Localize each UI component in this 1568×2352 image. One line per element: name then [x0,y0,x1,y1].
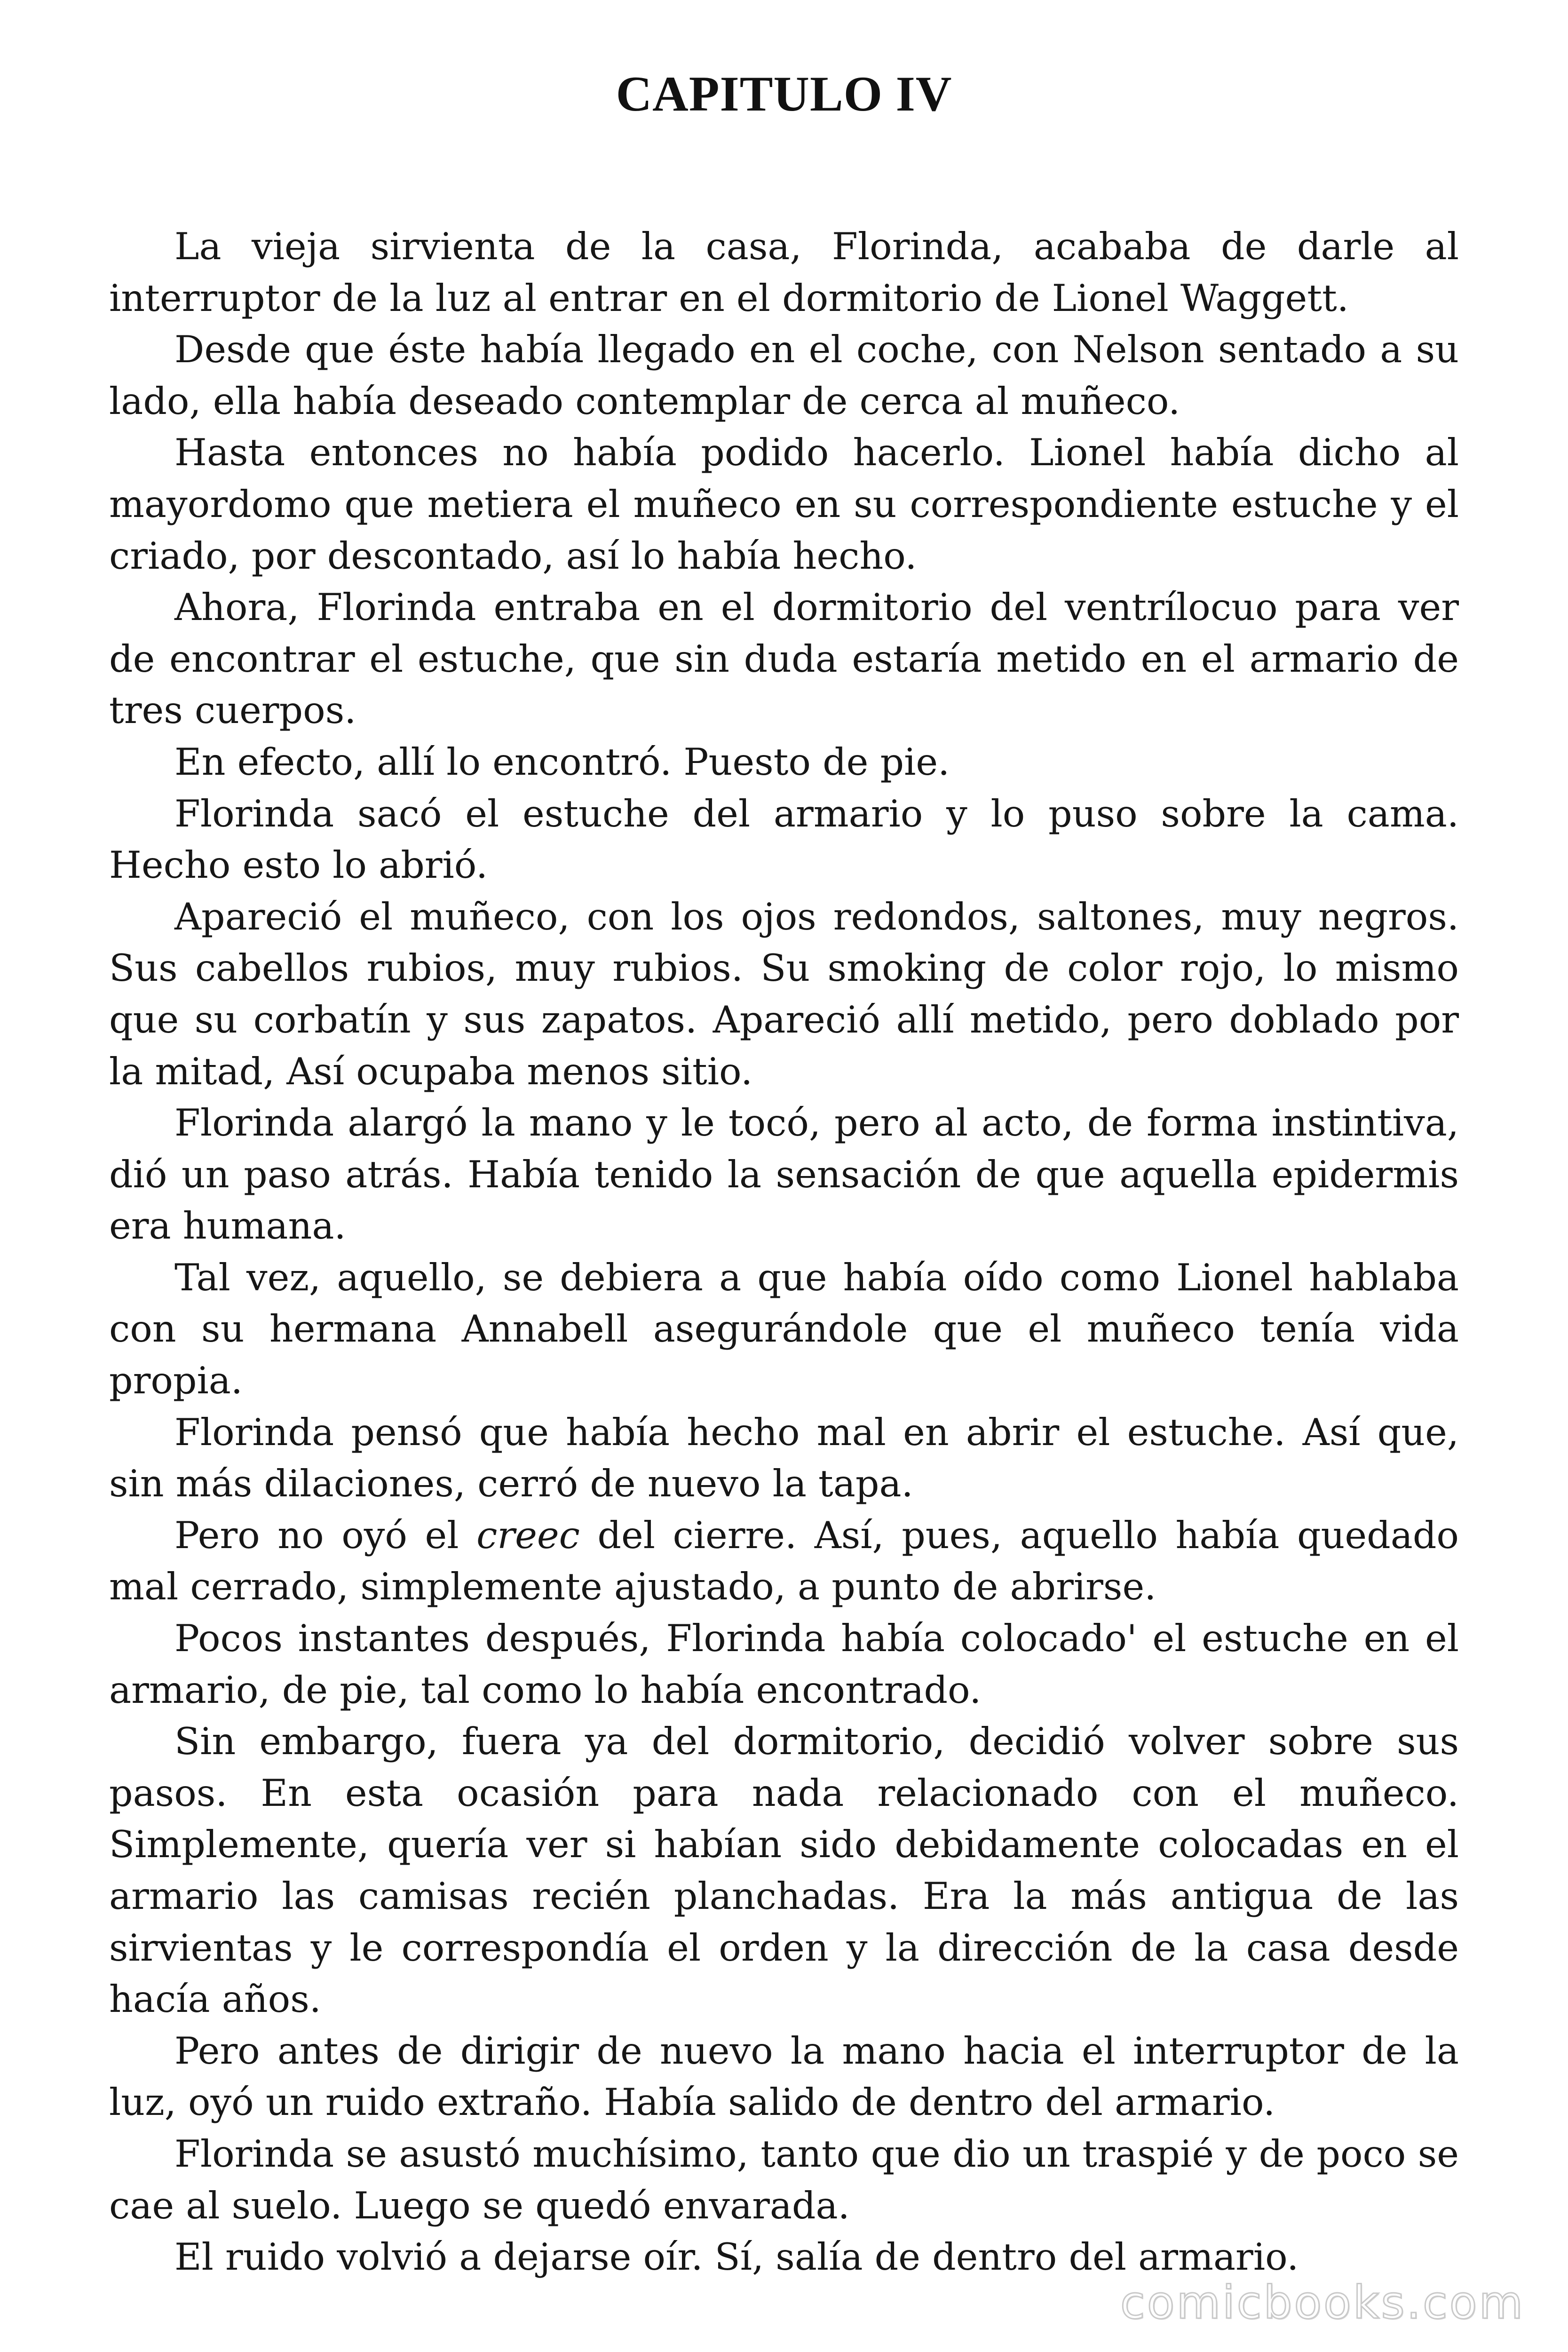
paragraph-9: Tal vez, aquello, se debiera a que había oído como Lionel hablaba con su hermana Annabell asegurándole que el muñeco tenía vida propia. [109,1255,1459,1403]
paragraph-3: Hasta entonces no había podido hacerlo. Lionel había dicho al mayordomo que metiera el muñeco en su correspondiente estuche y el criado, por descontado, así lo había hecho. [109,431,1459,578]
paragraph-4: Ahora, Florinda entraba en el dormitorio del ventrílocuo para ver de encontrar el estuche, que sin duda estaría metido en el armario de tres cuerpos. [109,586,1459,732]
paragraph-15: Florinda se asustó muchísimo, tanto que dio un traspié y de poco se cae al suelo. Luego se quedó envarada. [109,2132,1459,2227]
paragraph-2: Desde que éste había llegado en el coche, con Nelson sentado a su lado, ella había deseado contemplar de cerca al muñeco. [109,328,1459,423]
paragraph-11 [109,1510,1459,1613]
paragraph-16: El ruido volvió a dejarse oír. Sí, salía de dentro del armario. [174,2235,1299,2279]
paragraph-5: En efecto, allí lo encontró. Puesto de pie. [174,740,950,784]
chapter-body [109,221,1459,2283]
paragraph-12: Pocos instantes después, Florinda había colocado' el estuche en el armario, de pie, tal como lo había encontrado. [109,1617,1459,1712]
paragraph-7: Apareció el muñeco, con los ojos redondos, saltones, muy negros. Sus cabellos rubios, muy rubios. Su smoking de color rojo, lo mismo que su corbatín y sus zapatos. Apareció allí metido, pero doblado por la mitad, Así ocupaba menos sitio. [109,895,1459,1093]
chapter-title: CAPITULO IV [616,66,952,121]
paragraph-1: La vieja sirvienta de la casa, Florinda, acababa de darle al interruptor de la luz al entrar en el dormitorio de Lionel Waggett. [109,225,1459,320]
paragraph-6: Florinda sacó el estuche del armario y lo puso sobre la cama. Hecho esto lo abrió. [109,792,1459,887]
paragraph-11-text-before: Pero no oyó el [174,1513,477,1557]
site-watermark: comicbooks.com [1120,2276,1525,2329]
paragraph-10: Florinda pensó que había hecho mal en abrir el estuche. Así que, sin más dilaciones, cerró de nuevo la tapa. [109,1410,1459,1506]
paragraph-11-text-after: del cierre. Así, pues, aquello había quedado mal cerrado, simplemente ajustado, a punto de abrirse. [109,1513,1459,1609]
paragraph-8: Florinda alargó la mano y le tocó, pero al acto, de forma instintiva, dió un paso atrás. Había tenido la sensación de que aquella epidermis era humana. [109,1101,1459,1248]
onomatopoeia-italic: creec [476,1513,580,1557]
paragraph-14: Pero antes de dirigir de nuevo la mano hacia el interruptor de la luz, oyó un ruido extraño. Había salido de dentro del armario. [109,2029,1459,2124]
book-page [109,0,1459,2352]
paragraph-13: Sin embargo, fuera ya del dormitorio, decidió volver sobre sus pasos. En esta ocasión para nada relacionado con el muñeco. Simplemente, quería ver si habían sido debidamente colocadas en el armario las camisas recién planchadas. Era la más antigua de las sirvientas y le correspondía el orden y la dirección de la casa desde hacía años. [109,1720,1459,2021]
